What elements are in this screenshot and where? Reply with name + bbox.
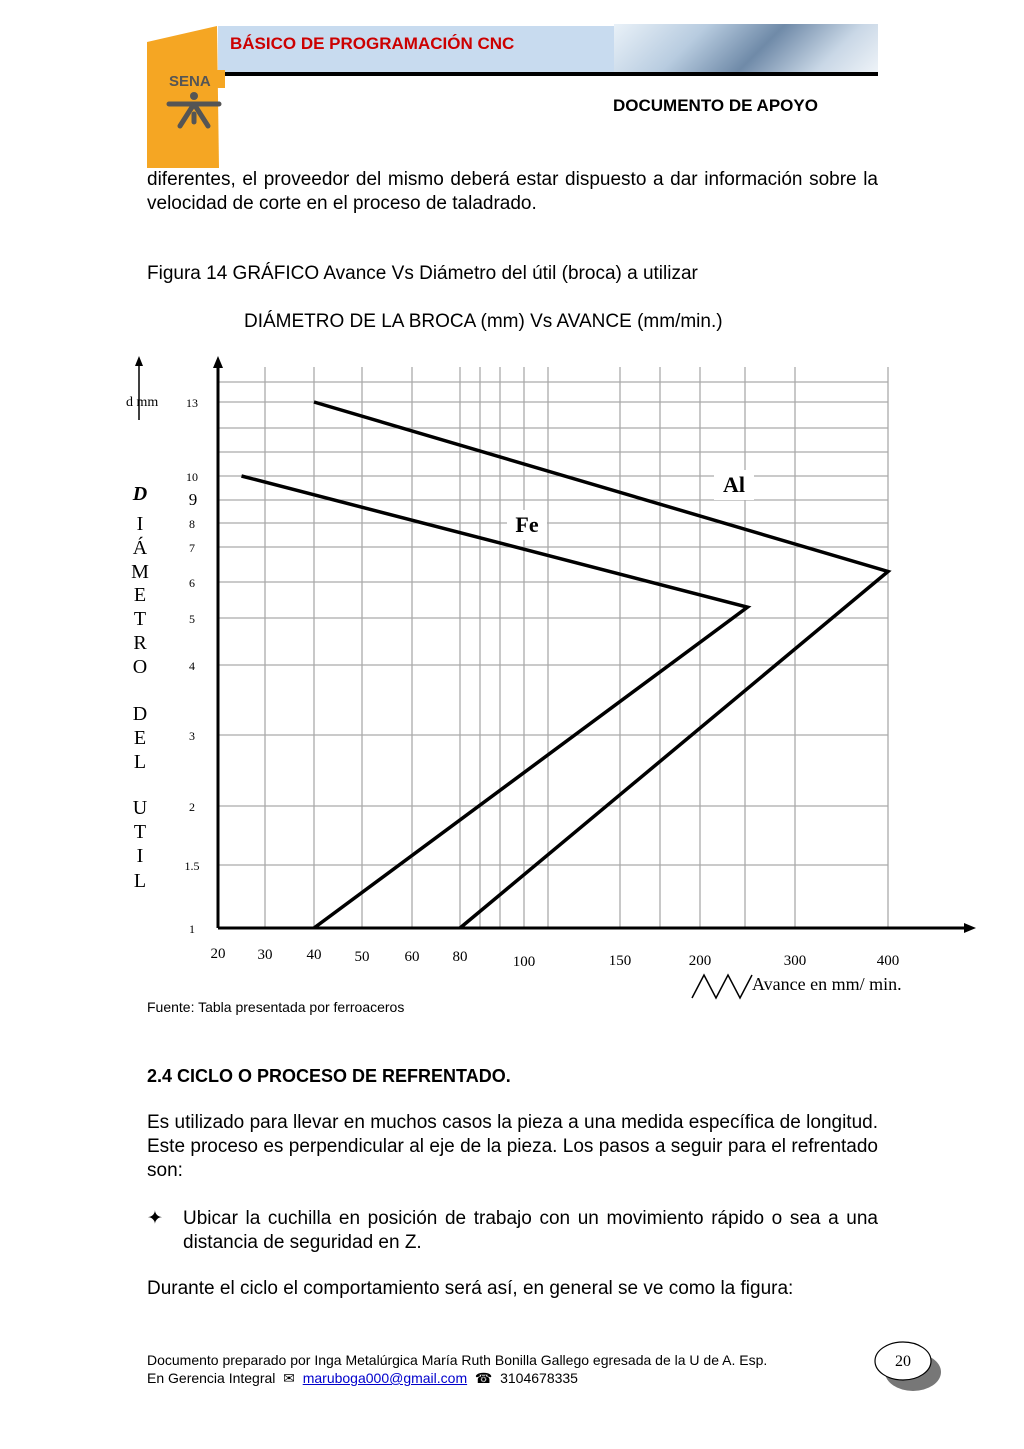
x-break-symbol (692, 975, 752, 998)
footer-line1: Documento preparado por Inga Metalúrgica María Ruth Bonilla Gallego egresada de la U de A. Esp. (147, 1352, 768, 1368)
y-axis-label-letter: L (133, 751, 147, 773)
phone-number: 3104678335 (500, 1370, 578, 1386)
x-tick-label: 50 (354, 949, 370, 965)
x-tick-label: 20 (210, 946, 226, 962)
section-closing: Durante el ciclo el comportamiento será así, en general se ve como la figura: (147, 1278, 794, 1299)
y-axis-label-letter: T (133, 608, 147, 630)
y-axis-label-letter: E (133, 584, 147, 606)
logo-text: SENA (169, 73, 211, 90)
header-title: BÁSICO DE PROGRAMACIÓN CNC (230, 34, 515, 53)
y-axis-label-letter: U (132, 797, 148, 819)
bullet-text: Ubicar la cuchilla en posición de trabajo con un movimiento rápido o sea a una distancia de seguridad en Z. (183, 1208, 878, 1253)
page-number: 20 (895, 1353, 911, 1370)
chart-ylabel (131, 483, 149, 892)
email-icon: ✉ (279, 1370, 299, 1386)
y-unit-label: d mm (126, 395, 159, 410)
figure-source: Fuente: Tabla presentada por ferroaceros (147, 999, 405, 1015)
x-tick-label: 200 (688, 953, 712, 969)
y-axis-arrow (213, 356, 223, 368)
y-unit-arrow (135, 356, 143, 366)
page-number-badge (872, 1337, 944, 1395)
footer-line2 (147, 1369, 578, 1387)
y-axis-label-letter: I (136, 845, 144, 867)
figure-caption: Figura 14 GRÁFICO Avance Vs Diámetro del útil (broca) a utilizar (147, 263, 698, 284)
x-tick-label: 400 (876, 953, 900, 969)
y-tick-label: 13 (186, 396, 198, 410)
x-tick-label: 30 (257, 947, 273, 963)
y-tick-label: 2 (189, 800, 195, 814)
footer-line2-prefix: En Gerencia Integral (147, 1370, 276, 1386)
y-tick-label: 7 (189, 541, 195, 555)
y-axis-label-letter: M (131, 561, 149, 583)
header-subtitle: DOCUMENTO DE APOYO (613, 96, 818, 115)
y-axis-label-letter: T (133, 821, 147, 843)
chart-axes (126, 356, 976, 933)
section-paragraph: Es utilizado para llevar en muchos casos la pieza a una medida específica de longitud. Este proceso es perpendicular al eje de la pieza. Los pasos a seguir para el refrentado son: (147, 1112, 878, 1181)
y-axis-label-letter: O (132, 656, 148, 678)
y-axis-label-letter: R (133, 632, 147, 654)
y-axis-label-letter: Á (132, 537, 148, 559)
y-tick-label: 4 (189, 659, 195, 673)
y-axis-label-letter: L (133, 870, 147, 892)
x-axis-label: Avance en mm/ min. (752, 974, 902, 994)
section-heading: 2.4 CICLO O PROCESO DE REFRENTADO. (147, 1066, 511, 1086)
series-label-al: Al (723, 472, 745, 497)
bullet-symbol: ✦ (147, 1208, 163, 1229)
chart-ticks (185, 396, 900, 970)
phone-icon: ☎ (471, 1370, 497, 1386)
series-line-fe (242, 476, 748, 928)
x-tick-label: 40 (306, 947, 322, 963)
email-link[interactable]: maruboga000@gmail.com (302, 1370, 468, 1386)
x-tick-label: 150 (608, 953, 632, 969)
x-tick-label: 300 (783, 953, 807, 969)
y-axis-label-letter: D (132, 483, 148, 505)
y-tick-label: 6 (189, 576, 195, 590)
y-axis-label-letter: I (136, 513, 144, 535)
x-tick-label: 60 (404, 949, 420, 965)
chart-title: DIÁMETRO DE LA BROCA (mm) Vs AVANCE (mm/min.) (244, 311, 723, 332)
series-label-fe: Fe (515, 512, 539, 537)
chart-grid (218, 367, 888, 928)
y-tick-label: 8 (189, 517, 195, 531)
x-tick-label: 100 (512, 954, 536, 970)
y-tick-label: 10 (186, 470, 198, 484)
intro-paragraph: diferentes, el proveedor del mismo deberá estar dispuesto a dar información sobre la velocidad de corte en el proceso de taladrado. (147, 169, 878, 214)
y-tick-label: 1 (189, 922, 195, 936)
y-tick-label: 9 (188, 490, 198, 509)
y-tick-label: 3 (189, 729, 195, 743)
x-tick-label: 80 (452, 949, 468, 965)
y-tick-label: 5 (189, 612, 195, 626)
y-axis-label-letter: E (133, 727, 147, 749)
y-axis-label-letter: D (132, 703, 148, 725)
y-tick-label: 1.5 (184, 859, 200, 873)
x-axis-arrow (964, 923, 976, 933)
